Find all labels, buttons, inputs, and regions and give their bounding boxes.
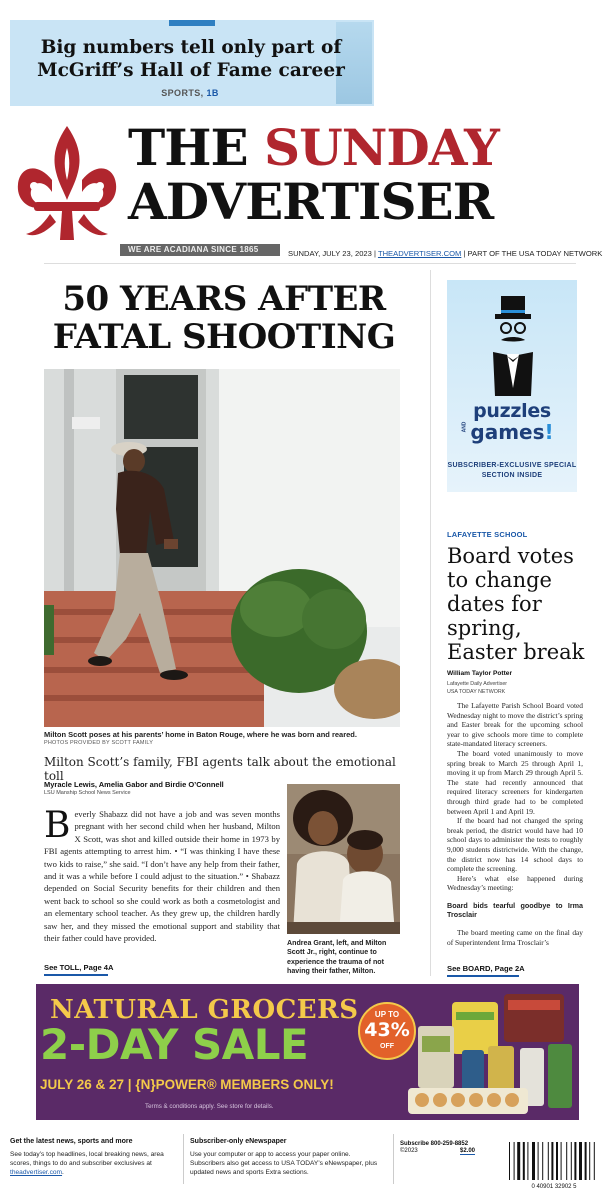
ad-brand: NATURAL GROCERS	[50, 995, 359, 1025]
jump-underline	[44, 974, 108, 976]
children-photo-caption: Andrea Grant, left, and Milton Scott Jr., right, continue to experience the trauma of not having their father, Milton.	[287, 939, 387, 976]
masthead-advertiser: ADVERTISER	[128, 172, 494, 231]
ad-terms: Terms & conditions apply. See store for details.	[145, 1103, 274, 1110]
games-word	[447, 420, 577, 444]
side-paragraph: The board meeting came on the final day of Superintendent Irma Trosclair’s	[447, 928, 583, 947]
promo-page: 1B	[206, 88, 219, 98]
story-body-text: everly Shabazz did not have a job and was seven months pregnant with her second child when her husband, Milton X Scott, was shot and killed outside their home in 1973 by FBI agents attempting to arrest him. • “I was thinking I have these two kids to raise,” she said. “I don’t have any help from their father, and it was a while before I could adjust to the situation.” • Shabazz depended on Social Security benefits for their children and then went back to school so she could work as both a cosmetologist and an elementary school teacher. As they grew up, the children hardly saw her, and they missed the emotional support and stability that their father could have provided.	[44, 809, 280, 944]
photo-credit: PHOTOS PROVIDED BY SCOTT FAMILY	[44, 740, 154, 746]
promo-headline[interactable]: Big numbers tell only part of McGriff’s Hall of Fame career	[37, 37, 345, 81]
footer-divider	[183, 1134, 184, 1184]
masthead-line1	[128, 118, 499, 177]
badge-off: OFF	[380, 1043, 394, 1050]
promo-accent-tab	[169, 20, 215, 26]
side-story-body	[447, 701, 583, 947]
issue-date: SUNDAY, JULY 23, 2023	[288, 249, 372, 258]
byline-organization: LSU Manship School News Service	[44, 790, 131, 796]
story-body	[44, 805, 280, 944]
puzzles-subtitle: SUBSCRIBER-EXCLUSIVE SPECIAL SECTION INSIDE	[447, 462, 577, 479]
side-paragraph: The Lafayette Parish School Board voted Wednesday night to move the district’s spring and Easter break for the upcoming school year to give schools more time to complete state-mandated literacy screeners.	[447, 701, 583, 749]
side-story-headline[interactable]: Board votes to change dates for spring, Easter break	[447, 544, 585, 664]
footer-news-heading: Get the latest news, sports and more	[10, 1138, 133, 1145]
ad-dates: JULY 26 & 27 | {N}POWER® MEMBERS ONLY!	[40, 1077, 334, 1092]
story-byline: Myracle Lewis, Amelia Gabor and Birdie O’Connell	[44, 780, 224, 789]
ad-sale-title: 2-DAY SALE	[40, 1020, 309, 1069]
footer-divider	[393, 1134, 394, 1184]
drop-cap: B	[44, 805, 71, 846]
side-story-kicker: LAFAYETTE SCHOOL	[447, 530, 528, 539]
story-jump-link[interactable]: See TOLL, Page 4A	[44, 963, 114, 972]
milton-scott-photo	[44, 369, 400, 727]
side-jump-underline	[447, 975, 519, 977]
subscribe-phone[interactable]: Subscribe 800-259-8852	[400, 1141, 469, 1147]
footer-enewspaper-text: Use your computer or app to access your paper online. Subscribers also get access to USA TODAY’s eNewspaper, plus updated news and sports Extra sections.	[190, 1151, 378, 1177]
side-story-jump-link[interactable]: See BOARD, Page 2A	[447, 964, 525, 973]
games-text: games	[470, 420, 545, 444]
issue-price: $2.00	[460, 1148, 476, 1154]
website-link[interactable]: THEADVERTISER.COM	[377, 249, 462, 258]
byline-org-line1: Lafayette Daily Advertiser	[447, 681, 508, 687]
puzzles-and: AND	[461, 421, 468, 433]
children-photo	[287, 784, 400, 934]
masthead-divider	[44, 263, 576, 264]
story-subhead[interactable]: Milton Scott’s family, FBI agents talk about the emotional toll	[44, 755, 396, 783]
copyright: ©2023	[400, 1148, 418, 1154]
footer-news-text: See today’s top headlines, local breaking news, area scores, things to do and subscriber exclusives at theadvertiser.com.	[10, 1151, 164, 1177]
games-exclaim: !	[544, 420, 554, 444]
badge-up-to: UP TO	[374, 1010, 400, 1019]
barcode-number: 0 40901 32902 5	[531, 1184, 577, 1190]
fleur-de-lis-logo	[12, 122, 122, 252]
ad-products-image	[408, 992, 576, 1116]
side-paragraph: The board voted unanimously to move spring break to March 25 through April 1, moving it up from March 29 through April 5. The state had recently announced that required literacy screeners for kindergarten through third grade had to be completed between April 1 and April 19.	[447, 748, 583, 816]
footer-site-link[interactable]: theadvertiser.com	[10, 1169, 63, 1177]
side-paragraph: Here’s what else happened during Wednesday’s meeting:	[447, 873, 583, 893]
promo-section-ref[interactable]	[120, 88, 260, 98]
column-rule	[430, 270, 431, 976]
side-story-byline: William Taylor Potter	[447, 670, 513, 677]
dateline: SUNDAY, JULY 23, 2023 | THEADVERTISER.COM | PART OF THE USA TODAY NETWORK	[288, 249, 603, 258]
footer-news-body: See today’s top headlines, local breaking news, area scores, things to do and subscriber exclusives at	[10, 1151, 164, 1168]
top-hat-character-icon	[487, 296, 539, 396]
side-paragraph: If the board had not changed the spring break period, the district would have had 10 school days to administer the tests to roughly 9,000 students districtwide. With the change, the district now has 14 school days to complete the screening.	[447, 816, 583, 874]
barcode-icon	[505, 1140, 603, 1190]
network-label: PART OF THE USA TODAY NETWORK	[467, 249, 603, 258]
main-headline[interactable]: 50 YEARS AFTER FATAL SHOOTING	[52, 279, 396, 357]
promo-section: SPORTS,	[161, 88, 204, 98]
masthead-tagline: WE ARE ACADIANA SINCE 1865	[128, 245, 259, 254]
puzzles-word: puzzles	[473, 400, 551, 422]
badge-percent: 43%	[364, 1019, 410, 1041]
photo-caption: Milton Scott poses at his parents’ home in Baton Rouge, where he was born and reared.	[44, 730, 357, 739]
side-story-byline-org	[447, 680, 507, 697]
side-story-subhead: Board bids tearful goodbye to Irma Trosclair	[447, 900, 583, 920]
byline-org-line2: USA TODAY NETWORK	[447, 689, 506, 696]
masthead-sunday: SUNDAY	[263, 118, 499, 177]
footer-enewspaper-heading: Subscriber-only eNewspaper	[190, 1138, 287, 1145]
masthead-the: THE	[128, 118, 248, 177]
